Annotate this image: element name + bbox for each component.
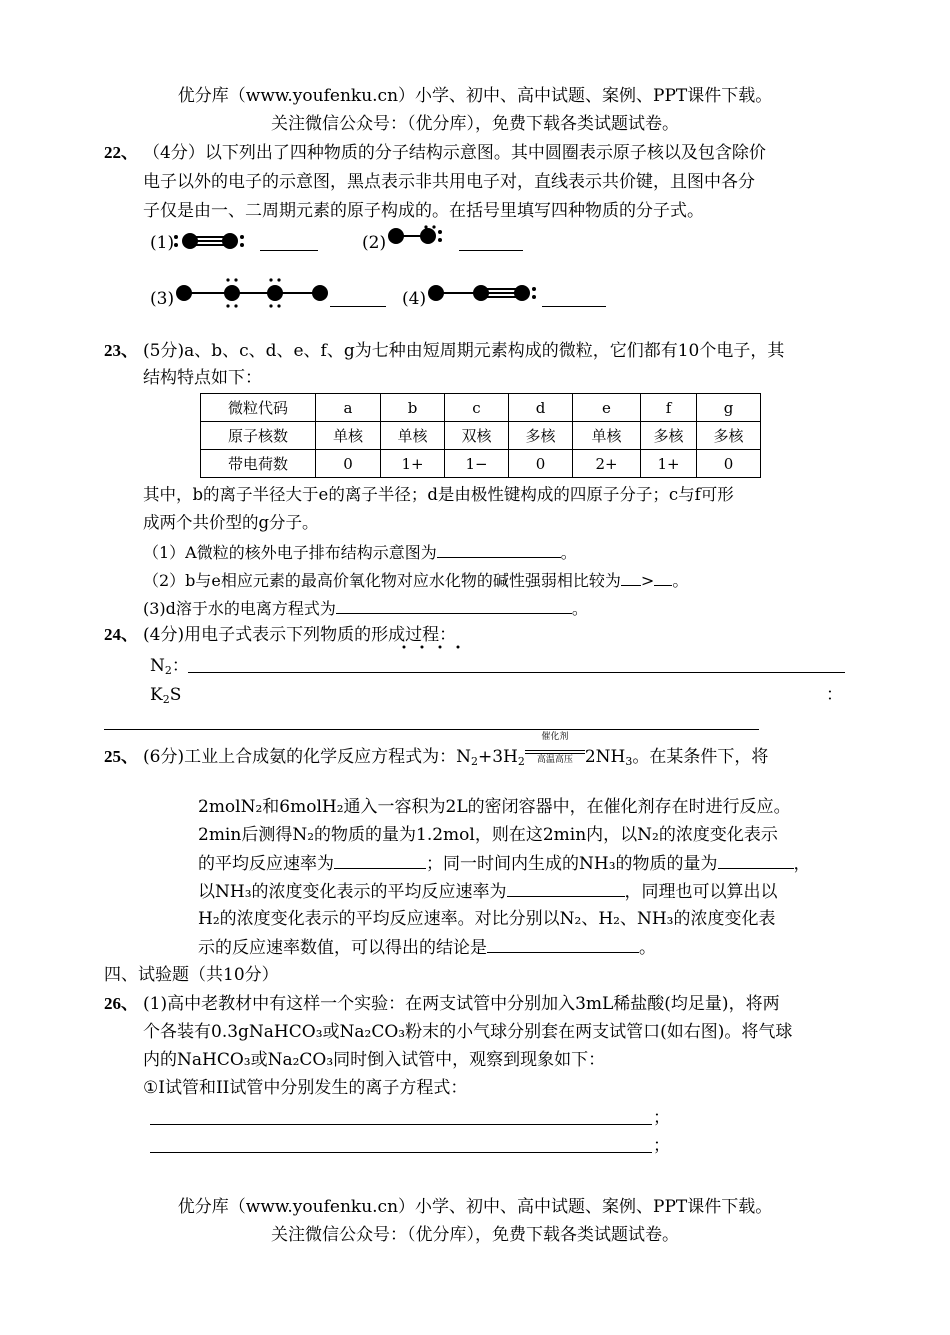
q25-para-6 [198,936,656,959]
q22-answer-4[interactable] [542,290,606,307]
q23-sub-1-text: （1）A微粒的核外电子排布结构示意图为 [143,543,437,562]
q24-n2-colon: ： [171,656,189,676]
q23-sub-1 [143,541,577,564]
molecule-3-diagram [174,275,334,311]
q22-answer-3[interactable] [330,290,386,307]
q24-text: (4分)用电子式表示下列物质的形成过程： [143,625,457,645]
q23-desc-1: 其中，b的离子半径大于e的离子半径；d是由极性键构成的四原子分子；c与f可形 [143,485,734,504]
table-cell: 双核 [445,422,509,450]
q25-para-3 [198,852,811,875]
q25-para-6b: 。 [639,938,656,958]
q22-number: 22、 [104,143,138,162]
q22-label-4: (4) [402,289,427,309]
q23-sub-2-end: 。 [672,571,689,590]
q25-answer-3[interactable] [507,880,625,897]
table-cell: 1+ [381,450,445,478]
table-cell: 0 [697,450,761,478]
molecule-2-diagram [386,224,461,250]
table-cell: 1+ [641,450,697,478]
q23-answer-2a[interactable] [621,569,641,586]
q23-sub-3 [143,597,588,620]
q26-answer-line-1[interactable] [150,1124,652,1125]
q24-n2-n: N [150,656,165,676]
table-cell: f [641,394,697,422]
q26-line-2: 个各装有0.3gNaHCO₃或Na₂CO₃粉末的小气球分别套在两支试管口(如右图)。将气球 [143,1022,793,1042]
q25-after: 2NH [584,747,626,767]
q25-para-6a: 示的反应速率数值，可以得出的结论是 [198,938,487,958]
header-line-1: 优分库（www.youfenku.cn）小学、初中、高中试题、案例、PPT课件下载。 [177,86,773,106]
table-cell: 原子核数 [201,422,316,450]
q25-equation-line: (6分)工业上合成氨的化学反应方程式为：$N_2+3H_2$ 催化剂 高温高压 $2NH_3$。在某条件下，将 [143,732,769,768]
molecule-1-diagram [172,228,252,254]
table-cell: 带电荷数 [201,450,316,478]
q26-number: 26、 [104,994,138,1013]
q23-desc-2: 成两个共价型的g分子。 [143,513,319,532]
q23-sub-2-mid: > [640,571,655,590]
q25-tail: 。在某条件下，将 [632,747,769,767]
table-cell: d [509,394,573,422]
q25-para-1: 2molN₂和6molH₂通入一容积为2L的密闭容器中，在催化剂存在时进行反应。 [198,797,791,817]
q23-sub-1-end: 。 [560,543,577,562]
table-row [201,450,761,478]
table-cell: 0 [316,450,381,478]
table-cell: 多核 [509,422,573,450]
table-cell: 微粒代码 [201,394,316,422]
electron-dots-icon [400,644,466,650]
q24-k2s-k: K [150,685,163,705]
q25-para-4b: ，同理也可以算出以 [624,882,778,902]
q25-number: 25、 [104,747,138,766]
q25-para-4 [198,880,778,903]
q26-line-4: ①I试管和II试管中分别发生的离子方程式： [143,1078,468,1098]
table-cell: 单核 [573,422,641,450]
table-cell: 多核 [641,422,697,450]
q25-para-3a: 的平均反应速率为 [198,854,334,874]
q24-number: 24、 [104,625,138,644]
table-cell: c [445,394,509,422]
table-cell: 2+ [573,450,641,478]
q24-n2-answer-line[interactable] [188,672,845,673]
q26-line-3: 内的NaHCO₃或Na₂CO₃同时倒入试管中，观察到现象如下： [143,1050,606,1070]
q23-answer-3[interactable] [336,597,572,614]
q25-answer-4[interactable] [487,936,639,953]
footer-line-1: 优分库（www.youfenku.cn）小学、初中、高中试题、案例、PPT课件下载。 [177,1197,773,1217]
q25-para-2: 2min后测得N₂的物质的量为1.2mol，则在这2min内，以N₂的浓度变化表示 [198,825,778,845]
q24-n2-label [150,655,189,677]
q23-line-1: (5分)a、b、c、d、e、f、g为七种由短周期元素构成的微粒，它们都有10个电子，其 [143,341,785,361]
table-cell: b [381,394,445,422]
q25-catalyst: 催化剂 [541,732,569,742]
q23-sub-2 [143,569,688,592]
q25-answer-1[interactable] [334,852,426,869]
equilibrium-arrow-icon [525,732,585,765]
q22-line-3: 子仅是由一、二周期元素的原子构成的。在括号里填写四种物质的分子式。 [143,201,704,221]
table-row [201,422,761,450]
q24-k2s-answer-line[interactable] [104,729,759,730]
q25-para-3b: ；同一时间内生成的NH₃的物质的量为 [426,854,718,874]
q23-answer-2b[interactable] [654,569,672,586]
table-row [201,394,761,422]
q23-answer-1[interactable] [437,541,561,558]
q24-k2s-s: S [169,685,182,705]
q25-condition: 高温高压 [536,755,573,765]
q22-answer-2[interactable] [459,234,523,251]
q22-answer-1[interactable] [260,234,318,251]
q22-label-1: (1) [150,233,175,253]
table-cell: 0 [509,450,573,478]
q24-k2s-label [150,684,181,706]
q22-label-2: (2) [362,233,387,253]
q26-semicolon-2: ； [653,1136,670,1156]
table-cell: e [573,394,641,422]
q22-label-3: (3) [150,289,175,309]
q22-line-2: 电子以外的电子的示意图，黑点表示非共用电子对，直线表示共价键，且图中各分 [143,172,755,192]
q25-para-5: H₂的浓度变化表示的平均反应速率。对比分别以N₂、H₂、NH₃的浓度变化表 [198,909,776,929]
q22-line-1: （4分）以下列出了四种物质的分子结构示意图。其中圆圈表示原子核以及包含除价 [143,143,766,163]
table-cell: a [316,394,381,422]
section-4-title: 四、试验题（共10分） [104,965,279,985]
table-cell: 单核 [316,422,381,450]
molecule-4-diagram [426,280,546,306]
table-cell: 多核 [697,422,761,450]
q23-number: 23、 [104,341,138,360]
q26-answer-line-2[interactable] [150,1152,652,1153]
table-cell: g [697,394,761,422]
q26-semicolon-1: ； [653,1108,670,1128]
q26-line-1: (1)高中老教材中有这样一个实验：在两支试管中分别加入3mL稀盐酸(均足量)，将两 [143,994,780,1014]
q25-lead: (6分)工业上合成氨的化学反应方程式为：N [143,747,471,767]
q25-answer-2[interactable] [718,852,794,869]
q25-para-4a: 以NH₃的浓度变化表示的平均反应速率为 [198,882,507,902]
q23-sub-3-end: 。 [571,599,588,618]
q24-k2s-colon: ： [826,685,843,705]
particle-table [200,393,761,478]
q23-line-2: 结构特点如下： [143,368,262,388]
table-cell: 1− [445,450,509,478]
q24-n2-sub: 2 [164,664,172,677]
header-line-2: 关注微信公众号：（优分库），免费下载各类试题试卷。 [271,114,679,134]
q24-k2s-sub: 2 [162,693,170,706]
q23-sub-3-text: (3)d溶于水的电离方程式为 [143,599,336,618]
q23-sub-2-text: （2）b与e相应元素的最高价氧化物对应水化物的碱性强弱相比较为 [143,571,621,590]
table-cell: 单核 [381,422,445,450]
footer-line-2: 关注微信公众号：（优分库），免费下载各类试题试卷。 [271,1225,679,1245]
q25-para-3c: ， [793,854,811,874]
